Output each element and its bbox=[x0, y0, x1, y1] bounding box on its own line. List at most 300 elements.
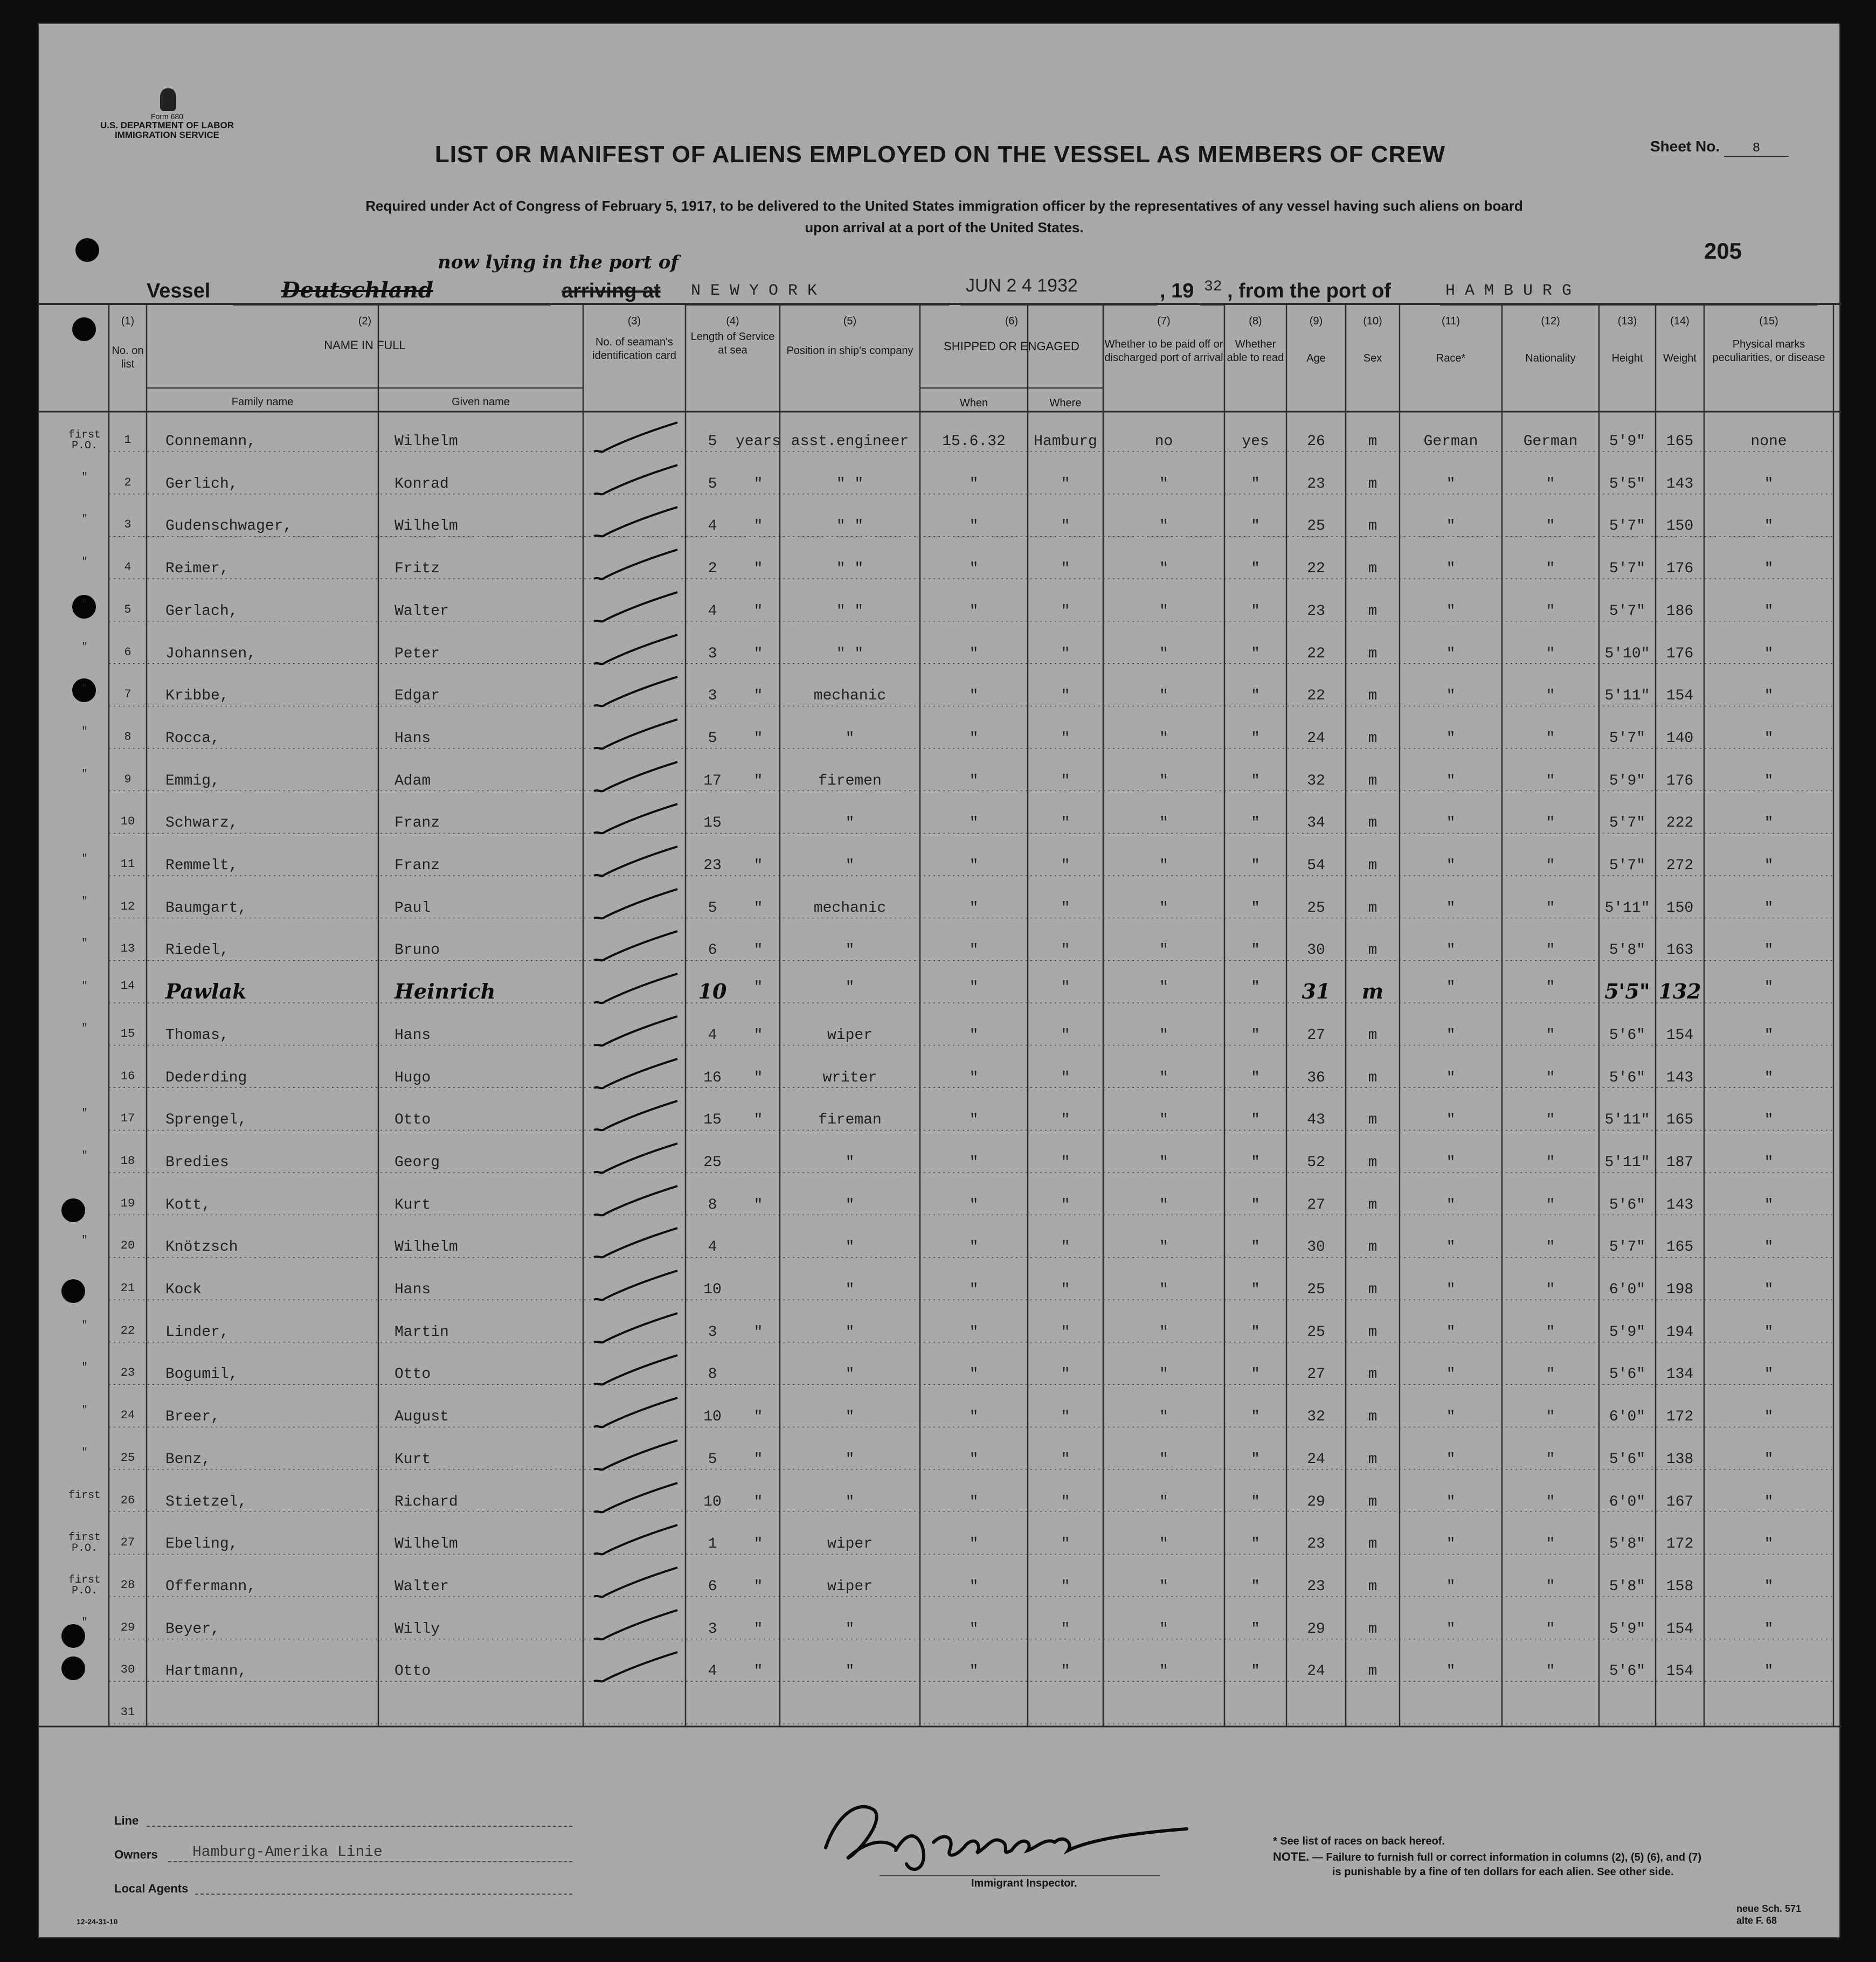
check-mark-icon bbox=[583, 503, 686, 546]
cell-given: Walter bbox=[394, 1578, 449, 1595]
cell-margin: first P.O. bbox=[68, 429, 101, 452]
cell-weight: 187 bbox=[1666, 1154, 1694, 1171]
cell-race: " bbox=[1446, 1069, 1456, 1086]
cell-paid: " bbox=[1159, 979, 1168, 996]
cell-given: Wilhelm bbox=[394, 433, 458, 450]
cell-race: " bbox=[1446, 1281, 1456, 1298]
cell-where: " bbox=[1061, 1493, 1070, 1510]
cell-sex: m bbox=[1368, 1239, 1377, 1256]
cell-margin: " bbox=[81, 1404, 88, 1417]
cell-when: " bbox=[969, 1409, 979, 1426]
cell-nationality: " bbox=[1546, 857, 1555, 874]
cell-race: " bbox=[1446, 1112, 1456, 1129]
cell-when: " bbox=[969, 1536, 979, 1553]
cell-paid: " bbox=[1159, 602, 1168, 620]
print-code-right: neue Sch. 571 alte F. 68 bbox=[1736, 1903, 1802, 1926]
cell-when: " bbox=[969, 1620, 979, 1638]
cell-race: " bbox=[1446, 815, 1456, 832]
cell-family: Linder, bbox=[165, 1323, 229, 1341]
cell-weight: 154 bbox=[1666, 1620, 1694, 1638]
col-header-1: (1) No. on list bbox=[112, 315, 144, 370]
cell-paid: " bbox=[1159, 1239, 1168, 1256]
col-subheader-family: Family name bbox=[231, 396, 294, 408]
cell-margin: " bbox=[81, 768, 88, 781]
cell-given: Wilhelm bbox=[394, 1239, 458, 1256]
cell-paid: " bbox=[1159, 1027, 1168, 1044]
cell-margin: " bbox=[81, 1022, 88, 1035]
cell-age: 24 bbox=[1307, 730, 1325, 747]
cell-when: " bbox=[969, 730, 979, 747]
cell-where: " bbox=[1061, 1409, 1070, 1426]
cell-age: 29 bbox=[1307, 1620, 1325, 1638]
cell-sex: m bbox=[1368, 1069, 1377, 1086]
check-mark-icon bbox=[583, 1309, 686, 1352]
cell-nationality: " bbox=[1546, 942, 1555, 959]
cell-age: 24 bbox=[1307, 1663, 1325, 1680]
cell-margin: " bbox=[81, 853, 88, 865]
cell-service: 5 bbox=[708, 899, 717, 917]
cell-sex: m bbox=[1368, 942, 1377, 959]
cell-no: 25 bbox=[120, 1451, 135, 1465]
cell-sex: m bbox=[1368, 1409, 1377, 1426]
cell-nationality: " bbox=[1546, 1281, 1555, 1298]
cell-marks: " bbox=[1764, 688, 1774, 705]
cell-given: Adam bbox=[394, 772, 431, 789]
cell-nationality: " bbox=[1546, 475, 1555, 493]
cell-nationality: " bbox=[1546, 1578, 1555, 1595]
cell-position: " bbox=[845, 1281, 855, 1298]
cell-read: " bbox=[1251, 560, 1260, 578]
check-mark-icon bbox=[583, 969, 686, 1013]
cell-nationality: " bbox=[1546, 772, 1555, 789]
cell-nationality: " bbox=[1546, 815, 1555, 832]
cell-margin: " bbox=[81, 598, 88, 611]
cell-no: 28 bbox=[120, 1578, 135, 1592]
cell-nationality: " bbox=[1546, 1069, 1555, 1086]
cell-race: " bbox=[1446, 1366, 1456, 1383]
cell-paid: " bbox=[1159, 772, 1168, 789]
cell-height: 5'5" bbox=[1604, 979, 1650, 1004]
cell-when: " bbox=[969, 688, 979, 705]
cell-height: 5'5" bbox=[1609, 475, 1646, 493]
cell-age: 23 bbox=[1307, 475, 1325, 493]
cell-family: Beyer, bbox=[165, 1620, 220, 1638]
cell-where: " bbox=[1061, 1620, 1070, 1638]
cell-marks: " bbox=[1764, 1112, 1774, 1129]
cell-paid: " bbox=[1159, 1620, 1168, 1638]
cell-service: 8 bbox=[708, 1196, 717, 1214]
cell-no: 12 bbox=[120, 899, 135, 913]
cell-family: Offermann, bbox=[165, 1578, 257, 1595]
cell-height: 5'9" bbox=[1609, 1620, 1646, 1638]
cell-no: 10 bbox=[120, 815, 135, 829]
cell-nationality: " bbox=[1546, 1620, 1555, 1638]
col-subheader-when: When bbox=[959, 397, 988, 409]
cell-race: " bbox=[1446, 602, 1456, 620]
cell-margin: " bbox=[81, 683, 88, 696]
cell-paid: " bbox=[1159, 1536, 1168, 1553]
cell-no: 15 bbox=[120, 1027, 135, 1041]
cell-nationality: " bbox=[1546, 1154, 1555, 1171]
cell-paid: " bbox=[1159, 815, 1168, 832]
check-mark-icon bbox=[583, 715, 686, 758]
cell-no: 29 bbox=[120, 1620, 135, 1634]
cell-weight: 165 bbox=[1666, 1239, 1694, 1256]
cell-height: 5'6" bbox=[1609, 1196, 1646, 1214]
cell-position: wiper bbox=[827, 1536, 873, 1553]
cell-no: 16 bbox=[120, 1069, 135, 1083]
cell-given: Kurt bbox=[394, 1196, 431, 1214]
cell-sex: m bbox=[1368, 475, 1377, 493]
cell-where: Hamburg bbox=[1034, 433, 1097, 450]
cell-paid: " bbox=[1159, 1409, 1168, 1426]
cell-age: 23 bbox=[1307, 1536, 1325, 1553]
cell-paid: " bbox=[1159, 560, 1168, 578]
cell-weight: 176 bbox=[1666, 560, 1694, 578]
cell-paid: no bbox=[1154, 433, 1173, 450]
cell-service: 5 bbox=[708, 475, 717, 493]
vessel-label: Vessel bbox=[147, 280, 211, 302]
cell-race: " bbox=[1446, 688, 1456, 705]
cell-height: 5'11" bbox=[1604, 688, 1650, 705]
check-mark-icon bbox=[583, 885, 686, 928]
cell-race: " bbox=[1446, 1451, 1456, 1468]
cell-read: " bbox=[1251, 688, 1260, 705]
cell-where: " bbox=[1061, 1154, 1070, 1171]
cell-age: 31 bbox=[1302, 979, 1331, 1004]
check-mark-icon bbox=[583, 545, 686, 588]
cell-where: " bbox=[1061, 1281, 1070, 1298]
cell-marks: " bbox=[1764, 1069, 1774, 1086]
cell-unit: " bbox=[753, 518, 763, 535]
cell-unit: " bbox=[753, 1196, 763, 1214]
cell-service: 6 bbox=[708, 1578, 717, 1595]
cell-paid: " bbox=[1159, 1493, 1168, 1510]
cell-given: Kurt bbox=[394, 1451, 431, 1468]
cell-when: " bbox=[969, 518, 979, 535]
cell-no: 17 bbox=[120, 1112, 135, 1126]
cell-age: 23 bbox=[1307, 1578, 1325, 1595]
cell-weight: 154 bbox=[1666, 1027, 1694, 1044]
cell-margin: " bbox=[81, 895, 88, 908]
cell-sex: m bbox=[1368, 645, 1377, 662]
cell-unit: " bbox=[753, 772, 763, 789]
cell-no: 3 bbox=[124, 518, 131, 532]
cell-service: 23 bbox=[703, 857, 722, 874]
cell-when: " bbox=[969, 772, 979, 789]
cell-family: Gudenschwager, bbox=[165, 518, 293, 535]
local-agents-label: Local Agents bbox=[114, 1882, 189, 1895]
cell-when: " bbox=[969, 1493, 979, 1510]
cell-when: " bbox=[969, 1366, 979, 1383]
cell-family: Thomas, bbox=[165, 1027, 229, 1044]
cell-family: Hartmann, bbox=[165, 1663, 247, 1680]
cell-service: 4 bbox=[708, 518, 717, 535]
cell-no: 27 bbox=[120, 1536, 135, 1550]
cell-nationality: " bbox=[1546, 1493, 1555, 1510]
cell-marks: " bbox=[1764, 1366, 1774, 1383]
cell-weight: 163 bbox=[1666, 942, 1694, 959]
check-mark-icon bbox=[583, 1393, 686, 1437]
col-subheader-where: Where bbox=[1049, 397, 1082, 409]
cell-given: Hugo bbox=[394, 1069, 431, 1086]
cell-position: " bbox=[845, 979, 855, 996]
cell-unit: " bbox=[753, 1578, 763, 1595]
cell-no: 2 bbox=[124, 475, 131, 489]
check-mark-icon bbox=[583, 1479, 686, 1522]
cell-sex: m bbox=[1368, 433, 1377, 450]
cell-no: 4 bbox=[124, 560, 131, 574]
sheet-label: Sheet No. bbox=[1650, 138, 1720, 155]
cell-weight: 172 bbox=[1666, 1409, 1694, 1426]
cell-where: " bbox=[1061, 1536, 1070, 1553]
cell-unit: " bbox=[753, 1451, 763, 1468]
cell-sex: m bbox=[1368, 857, 1377, 874]
cell-read: " bbox=[1251, 518, 1260, 535]
cell-margin: " bbox=[81, 1149, 88, 1162]
cell-weight: 167 bbox=[1666, 1493, 1694, 1510]
cell-given: Konrad bbox=[394, 475, 449, 493]
cell-race: " bbox=[1446, 475, 1456, 493]
cell-family: Stietzel, bbox=[165, 1493, 247, 1510]
cell-marks: " bbox=[1764, 1154, 1774, 1171]
cell-marks: " bbox=[1764, 1663, 1774, 1680]
cell-position: " " bbox=[836, 518, 864, 535]
cell-read: " bbox=[1251, 772, 1260, 789]
cell-sex: m bbox=[1368, 1027, 1377, 1044]
check-mark-icon bbox=[583, 1648, 686, 1691]
cell-position: " " bbox=[836, 602, 864, 620]
cell-when: " bbox=[969, 857, 979, 874]
cell-age: 43 bbox=[1307, 1112, 1325, 1129]
cell-where: " bbox=[1061, 1196, 1070, 1214]
cell-margin: " bbox=[81, 1446, 88, 1459]
owners-value: Hamburg-Amerika Linie bbox=[192, 1844, 383, 1861]
cell-position: " " bbox=[836, 475, 864, 493]
cell-position: " bbox=[845, 1196, 855, 1214]
cell-position: " bbox=[845, 1620, 855, 1638]
cell-when: " bbox=[969, 815, 979, 832]
arriving-label: arriving at bbox=[562, 280, 661, 302]
cell-given: Fritz bbox=[394, 560, 440, 578]
cell-read: " bbox=[1251, 1196, 1260, 1214]
cell-read: " bbox=[1251, 1323, 1260, 1341]
cell-no: 11 bbox=[120, 857, 135, 871]
cell-margin: " bbox=[81, 514, 88, 526]
cell-margin: " bbox=[81, 725, 88, 738]
cell-when: " bbox=[969, 645, 979, 662]
cell-when: " bbox=[969, 560, 979, 578]
cell-age: 54 bbox=[1307, 857, 1325, 874]
check-mark-icon bbox=[583, 1097, 686, 1140]
cell-margin: " bbox=[81, 556, 88, 569]
cell-marks: " bbox=[1764, 1493, 1774, 1510]
cell-sex: m bbox=[1368, 1366, 1377, 1383]
owners-label: Owners bbox=[114, 1848, 158, 1861]
cell-age: 25 bbox=[1307, 1323, 1325, 1341]
cell-weight: 154 bbox=[1666, 1663, 1694, 1680]
cell-age: 30 bbox=[1307, 1239, 1325, 1256]
cell-height: 5'7" bbox=[1609, 1239, 1646, 1256]
cell-family: Kott, bbox=[165, 1196, 211, 1214]
col-header-15: (15) Physical marks peculiarities, or disease bbox=[1712, 315, 1825, 364]
cell-age: 25 bbox=[1307, 518, 1325, 535]
cell-race: " bbox=[1446, 1154, 1456, 1171]
cell-paid: " bbox=[1159, 857, 1168, 874]
cell-where: " bbox=[1061, 1578, 1070, 1595]
cell-given: Walter bbox=[394, 602, 449, 620]
cell-family: Johannsen, bbox=[165, 645, 257, 662]
cell-given: Franz bbox=[394, 815, 440, 832]
cell-family: Bogumil, bbox=[165, 1366, 238, 1383]
cell-service: 10 bbox=[703, 1493, 722, 1510]
sheet-value: 8 bbox=[1724, 141, 1789, 157]
cell-no: 18 bbox=[120, 1154, 135, 1168]
cell-nationality: " bbox=[1546, 1366, 1555, 1383]
cell-age: 30 bbox=[1307, 942, 1325, 959]
cell-read: " bbox=[1251, 899, 1260, 917]
cell-where: " bbox=[1061, 645, 1070, 662]
col-header-10: (10) Sex bbox=[1363, 315, 1382, 364]
cell-age: 25 bbox=[1307, 899, 1325, 917]
col-header-14: (14) Weight bbox=[1663, 315, 1697, 364]
cell-when: " bbox=[969, 1323, 979, 1341]
inspector-label: Immigrant Inspector. bbox=[971, 1877, 1077, 1889]
cell-unit: " bbox=[753, 1069, 763, 1086]
cell-where: " bbox=[1061, 560, 1070, 578]
cell-age: 32 bbox=[1307, 772, 1325, 789]
cell-position: " " bbox=[836, 560, 864, 578]
cell-read: " bbox=[1251, 1112, 1260, 1129]
cell-nationality: " bbox=[1546, 1196, 1555, 1214]
cell-margin: " bbox=[81, 1362, 88, 1375]
cell-margin: " bbox=[81, 1107, 88, 1120]
cell-height: 5'8" bbox=[1609, 942, 1646, 959]
cell-service: 17 bbox=[703, 772, 722, 789]
cell-sex: m bbox=[1368, 730, 1377, 747]
cell-family: Emmig, bbox=[165, 772, 220, 789]
cell-read: " bbox=[1251, 645, 1260, 662]
cell-weight: 222 bbox=[1666, 815, 1694, 832]
cell-no: 19 bbox=[120, 1196, 135, 1210]
cell-weight: 194 bbox=[1666, 1323, 1694, 1341]
cell-nationality: " bbox=[1546, 730, 1555, 747]
cell-when: " bbox=[969, 475, 979, 493]
cell-paid: " bbox=[1159, 899, 1168, 917]
cell-when: " bbox=[969, 1069, 979, 1086]
cell-given: Bruno bbox=[394, 942, 440, 959]
col-header-2: (2) NAME IN FULL bbox=[324, 315, 406, 352]
cell-marks: " bbox=[1764, 560, 1774, 578]
cell-family: Pawlak bbox=[165, 979, 247, 1004]
cell-age: 27 bbox=[1307, 1366, 1325, 1383]
check-mark-icon bbox=[583, 461, 686, 504]
cell-height: 5'7" bbox=[1609, 730, 1646, 747]
cell-marks: none bbox=[1750, 433, 1787, 450]
cell-paid: " bbox=[1159, 1451, 1168, 1468]
cell-position: " " bbox=[836, 645, 864, 662]
cell-family: Gerlich, bbox=[165, 475, 238, 493]
cell-service: 15 bbox=[703, 815, 722, 832]
cell-marks: " bbox=[1764, 1323, 1774, 1341]
cell-read: " bbox=[1251, 1620, 1260, 1638]
cell-read: " bbox=[1251, 1281, 1260, 1298]
cell-given: Richard bbox=[394, 1493, 458, 1510]
cell-sex: m bbox=[1368, 1281, 1377, 1298]
cell-marks: " bbox=[1764, 1578, 1774, 1595]
cell-when: " bbox=[969, 602, 979, 620]
cell-marks: " bbox=[1764, 857, 1774, 874]
cell-service: 15 bbox=[703, 1112, 722, 1129]
cell-position: wiper bbox=[827, 1027, 873, 1044]
check-mark-icon bbox=[583, 1266, 686, 1309]
cell-marks: " bbox=[1764, 979, 1774, 996]
cell-height: 5'11" bbox=[1604, 1154, 1650, 1171]
cell-height: 5'6" bbox=[1609, 1027, 1646, 1044]
cell-no: 31 bbox=[120, 1706, 135, 1719]
cell-margin: first P.O. bbox=[68, 1531, 101, 1555]
cell-no: 13 bbox=[120, 942, 135, 956]
cell-sex: m bbox=[1368, 1112, 1377, 1129]
cell-nationality: " bbox=[1546, 1239, 1555, 1256]
cell-race: " bbox=[1446, 730, 1456, 747]
cell-height: 5'6" bbox=[1609, 1069, 1646, 1086]
cell-marks: " bbox=[1764, 1451, 1774, 1468]
cell-unit: " bbox=[753, 1536, 763, 1553]
cell-position: writer bbox=[822, 1069, 877, 1086]
cell-paid: " bbox=[1159, 1112, 1168, 1129]
subtitle-line: upon arrival at a port of the United States. bbox=[805, 219, 1084, 236]
cell-margin: " bbox=[81, 641, 88, 654]
cell-family: Connemann, bbox=[165, 433, 257, 450]
cell-where: " bbox=[1061, 1239, 1070, 1256]
cell-service: 3 bbox=[708, 1620, 717, 1638]
cell-service: 10 bbox=[703, 1281, 722, 1298]
cell-sex: m bbox=[1368, 1451, 1377, 1468]
cell-age: 27 bbox=[1307, 1196, 1325, 1214]
cell-age: 52 bbox=[1307, 1154, 1325, 1171]
cell-where: " bbox=[1061, 1027, 1070, 1044]
cell-paid: " bbox=[1159, 1154, 1168, 1171]
cell-height: 5'7" bbox=[1609, 560, 1646, 578]
check-mark-icon bbox=[583, 1606, 686, 1649]
cell-position: " bbox=[845, 730, 855, 747]
check-mark-icon bbox=[583, 842, 686, 885]
cell-sex: m bbox=[1368, 815, 1377, 832]
cell-family: Sprengel, bbox=[165, 1112, 247, 1129]
cell-marks: " bbox=[1764, 602, 1774, 620]
cell-unit: years bbox=[735, 433, 781, 450]
cell-read: " bbox=[1251, 1578, 1260, 1595]
cell-race: " bbox=[1446, 899, 1456, 917]
cell-height: 5'7" bbox=[1609, 857, 1646, 874]
cell-family: Baumgart, bbox=[165, 899, 247, 917]
col-subheader-given: Given name bbox=[452, 396, 510, 408]
check-mark-icon bbox=[583, 758, 686, 801]
department: U.S. DEPARTMENT OF LABOR bbox=[100, 120, 234, 130]
cell-height: 6'0" bbox=[1609, 1281, 1646, 1298]
cell-paid: " bbox=[1159, 645, 1168, 662]
cell-unit: " bbox=[753, 979, 763, 996]
cell-read: " bbox=[1251, 475, 1260, 493]
cell-given: Martin bbox=[394, 1323, 449, 1341]
cell-unit: " bbox=[753, 1493, 763, 1510]
cell-service: 4 bbox=[708, 602, 717, 620]
cell-given: Hans bbox=[394, 1281, 431, 1298]
cell-when: " bbox=[969, 899, 979, 917]
cell-position: " bbox=[845, 1323, 855, 1341]
cell-given: Hans bbox=[394, 730, 431, 747]
